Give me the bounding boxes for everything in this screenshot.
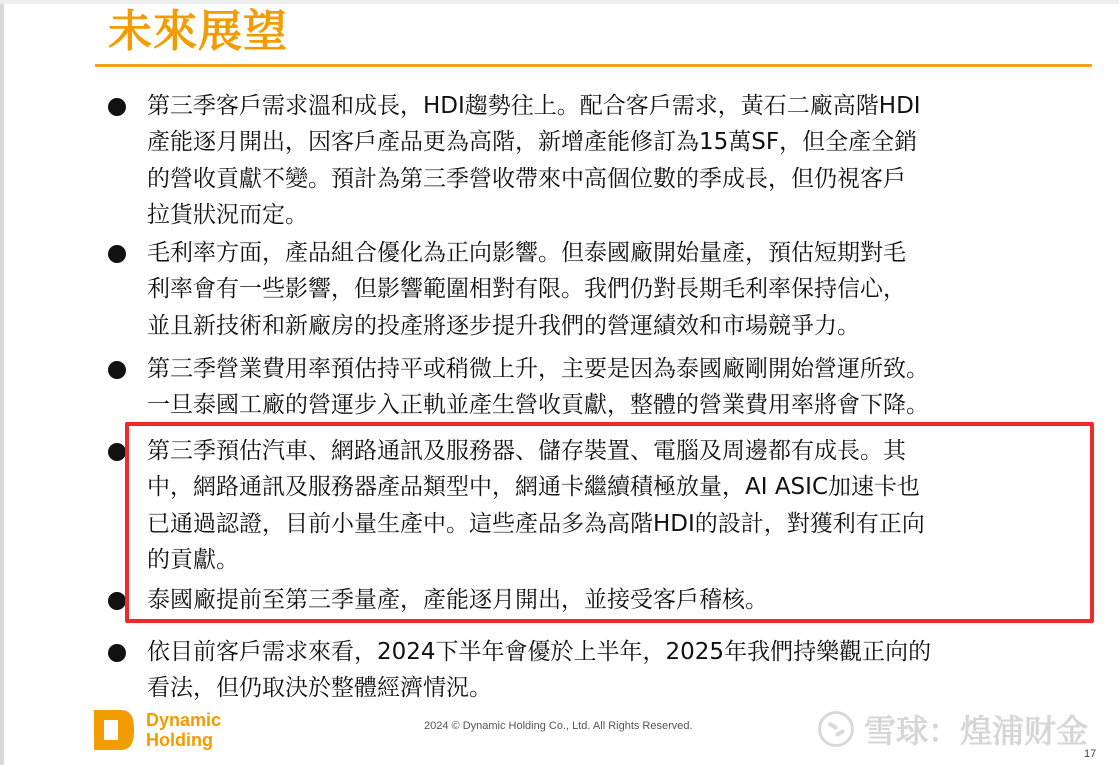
highlight-box [125, 422, 1094, 623]
bullet-text [147, 88, 1077, 233]
bullet-dot [108, 644, 126, 662]
watermark [818, 707, 1088, 751]
bullet-line: 泰國廠提前至第三季量產，產能逐月開出，並接受客戶稽核。 [147, 587, 768, 613]
slide-title: 未來展望 [108, 6, 288, 57]
snowball-icon [818, 711, 854, 747]
bullet-text [147, 634, 1077, 707]
bullet-line: 產能逐月開出，因客戶產品更為高階，新增產能修訂為15萬SF，但全產全銷 [147, 129, 918, 156]
logo-text [146, 710, 221, 750]
watermark-text: 雪球：煌浦财金 [864, 712, 1089, 750]
bullet-line: 毛利率方面，產品組合優化為正向影響。但泰國廠開始量產，預估短期對毛 [147, 240, 906, 266]
bullet-line: 依目前客戶需求來看，2024下半年會優於上半年，2025年我們持樂觀正向的 [147, 639, 932, 665]
bullet-line: 的營收貢獻不變。預計為第三季營收帶來中高個位數的季成長，但仍視客戶 [147, 165, 906, 192]
bullet-line: 中，網路通訊及服務器產品類型中，網通卡繼續積極放量，AI ASIC加速卡也 [147, 474, 921, 501]
bullet-line: 的貢獻。 [147, 546, 239, 573]
bullet-dot [108, 592, 126, 610]
page-number: 17 [1084, 748, 1097, 760]
bullet-line: 已通過認證，目前小量生產中。這些產品多為高階HDI的設計，對獲利有正向 [147, 510, 925, 537]
bullet-text [147, 351, 1077, 424]
bullet-line: 拉貨狀況而定。 [147, 201, 308, 228]
bullet-line: 並且新技術和新廠房的投產將逐步提升我們的營運績效和市場競爭力。 [147, 312, 860, 339]
bullet-line: 第三季客戶需求溫和成長，HDI趨勢往上。配合客戶需求，黃石二廠高階HDI [147, 93, 921, 119]
bullet-dot [108, 245, 126, 263]
copyright-text: 2024 © Dynamic Holding Co., Ltd. All Rights Reserved. [424, 720, 693, 732]
logo-line-2: Holding [146, 730, 213, 750]
company-logo [92, 708, 232, 752]
bullet-line: 看法，但仍取決於整體經濟情況。 [147, 675, 492, 702]
bullet-line: 利率會有一些影響，但影響範圍相對有限。我們仍對長期毛利率保持信心， [147, 276, 906, 303]
logo-line-1: Dynamic [146, 710, 222, 730]
bullet-line: 第三季預估汽車、網路通訊及服務器、儲存裝置、電腦及周邊都有成長。其 [147, 438, 906, 464]
bullet-line: 第三季營業費用率預估持平或稍微上升，主要是因為泰國廠剛開始營運所致。 [147, 356, 929, 382]
bullet-dot [108, 98, 126, 116]
bullet-text [147, 235, 1077, 344]
bullet-dot [108, 361, 126, 379]
bullet-dot [108, 443, 126, 461]
bullet-line: 一旦泰國工廠的營運步入正軌並產生營收貢獻，整體的營業費用率將會下降。 [147, 392, 929, 419]
dynamic-holding-logo-icon [92, 708, 136, 752]
